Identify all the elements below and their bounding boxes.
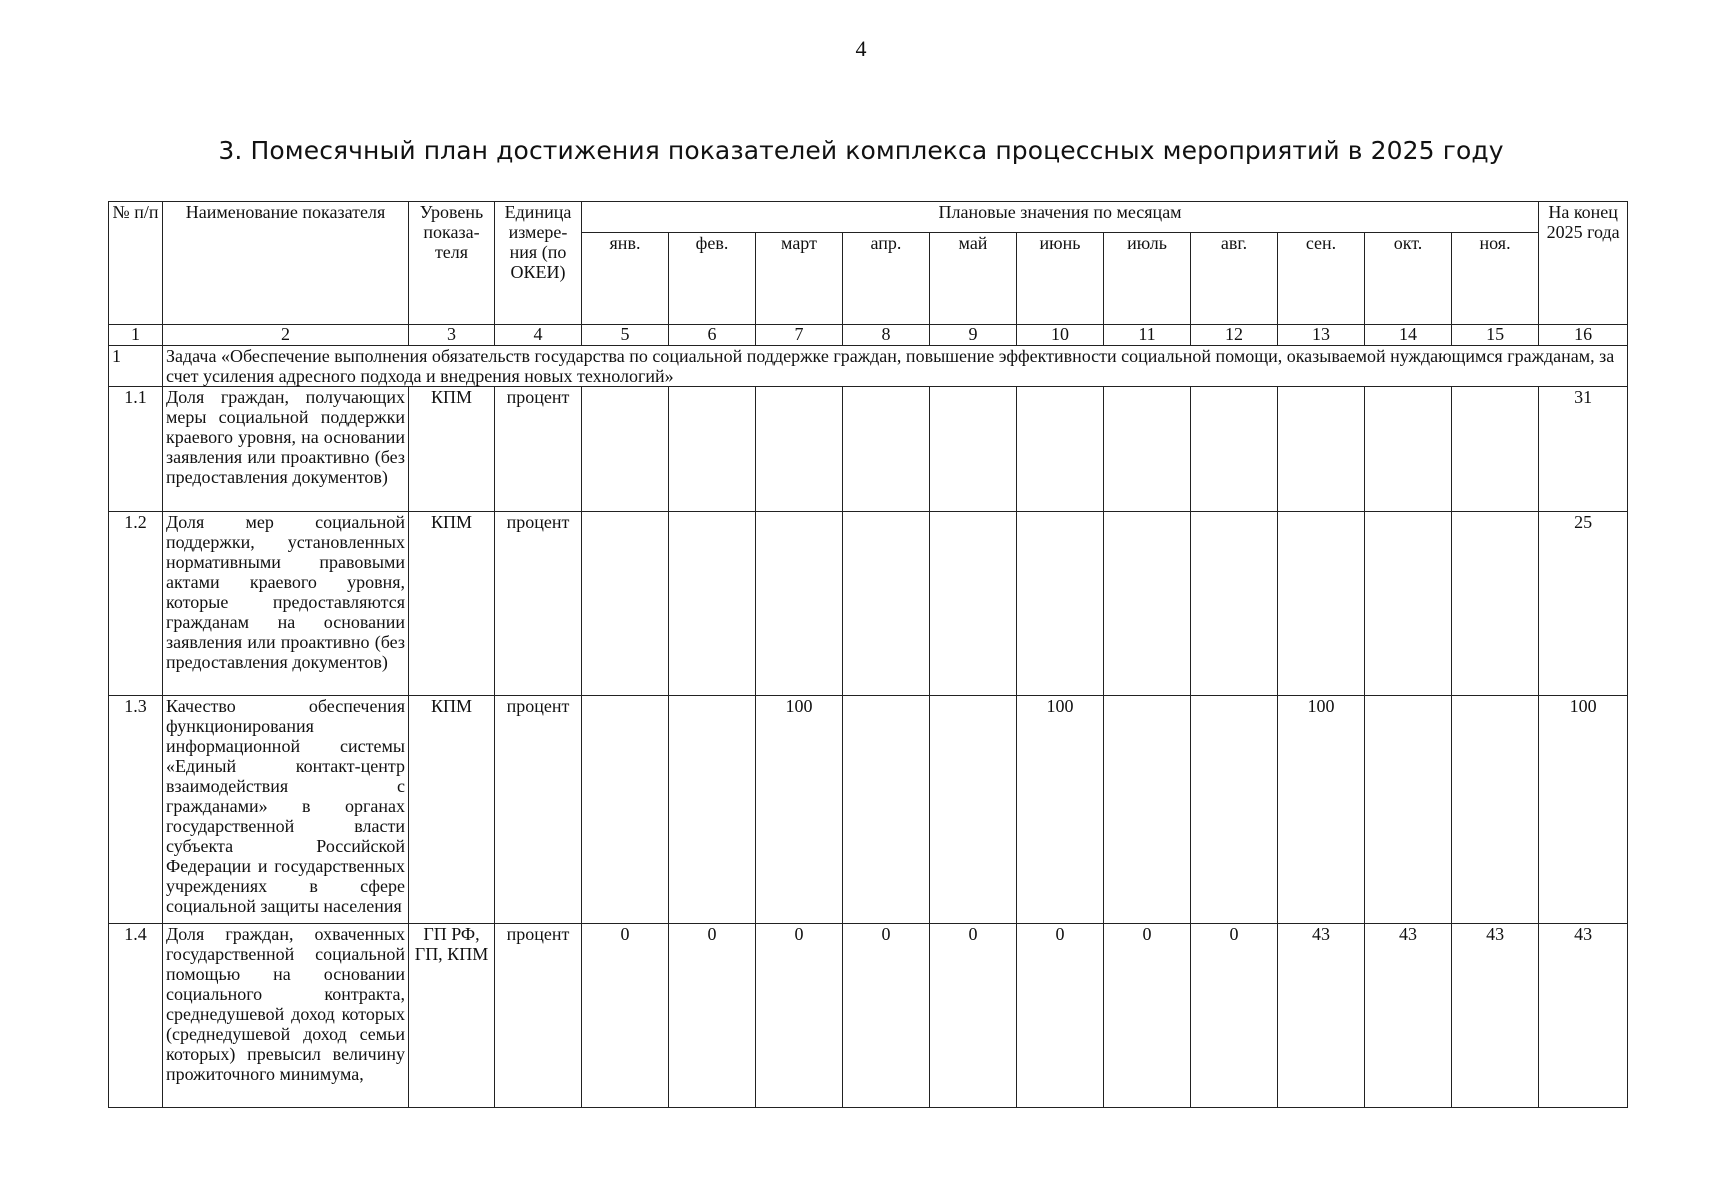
month-value bbox=[1452, 387, 1539, 512]
indicator-unit: процент bbox=[495, 512, 582, 696]
month-value: 0 bbox=[582, 924, 669, 1108]
month-value bbox=[582, 512, 669, 696]
month-value bbox=[1017, 512, 1104, 696]
header-month: авг. bbox=[1191, 233, 1278, 325]
row-number: 1.4 bbox=[109, 924, 163, 1108]
header-row-1 bbox=[109, 202, 1628, 233]
month-value bbox=[1191, 387, 1278, 512]
indicator-row bbox=[109, 512, 1628, 696]
month-value bbox=[930, 387, 1017, 512]
indicator-name: Качество обеспечения функционирования информационной системы «Единый контакт-центр взаимодействия с гражданами» в органах государственной власти субъекта Российской Федерации и государственных учреждениях в сфере социальной защиты населения bbox=[163, 696, 409, 924]
month-value bbox=[843, 512, 930, 696]
column-number: 3 bbox=[409, 325, 495, 346]
task-number: 1 bbox=[109, 346, 163, 387]
column-number: 10 bbox=[1017, 325, 1104, 346]
month-value bbox=[1278, 512, 1365, 696]
indicator-row bbox=[109, 387, 1628, 512]
month-value bbox=[669, 696, 756, 924]
month-value bbox=[1278, 387, 1365, 512]
month-value: 0 bbox=[843, 924, 930, 1108]
column-number: 7 bbox=[756, 325, 843, 346]
header-month: апр. bbox=[843, 233, 930, 325]
month-value: 0 bbox=[1104, 924, 1191, 1108]
page-number: 4 bbox=[855, 36, 867, 61]
column-number: 15 bbox=[1452, 325, 1539, 346]
end-of-year-value: 25 bbox=[1539, 512, 1628, 696]
month-value bbox=[843, 696, 930, 924]
month-value bbox=[1365, 696, 1452, 924]
month-value bbox=[1191, 512, 1278, 696]
indicator-name: Доля граждан, охваченных государственной социальной помощью на основании социального контракта, среднедушевой доход которых (среднедушевой доход семьи которых) превысил величину прожиточного минимума, bbox=[163, 924, 409, 1108]
column-number: 11 bbox=[1104, 325, 1191, 346]
month-value bbox=[1104, 512, 1191, 696]
indicator-unit: процент bbox=[495, 696, 582, 924]
column-number: 16 bbox=[1539, 325, 1628, 346]
month-value: 100 bbox=[1278, 696, 1365, 924]
month-value bbox=[756, 387, 843, 512]
month-value: 0 bbox=[669, 924, 756, 1108]
indicator-name: Доля мер социальной поддержки, установленных нормативными правовыми актами краевого уровня, которые предоставляются гражданам на основании заявления или проактивно (без предоставления документов) bbox=[163, 512, 409, 696]
month-value: 43 bbox=[1452, 924, 1539, 1108]
row-number: 1.3 bbox=[109, 696, 163, 924]
month-value bbox=[1365, 512, 1452, 696]
column-number: 14 bbox=[1365, 325, 1452, 346]
indicator-level: ГП РФ, ГП, КПМ bbox=[409, 924, 495, 1108]
month-value bbox=[843, 387, 930, 512]
column-number: 4 bbox=[495, 325, 582, 346]
month-value bbox=[582, 387, 669, 512]
month-value: 100 bbox=[756, 696, 843, 924]
month-value: 0 bbox=[930, 924, 1017, 1108]
month-value bbox=[1452, 512, 1539, 696]
task-text: Задача «Обеспечение выполнения обязательств государства по социальной поддержке граждан, повышение эффективности социальной помощи, оказываемой нуждающимся гражданам, за счет усиления адресного подхода и внедрения новых технологий» bbox=[163, 346, 1628, 387]
end-of-year-value: 100 bbox=[1539, 696, 1628, 924]
column-number: 6 bbox=[669, 325, 756, 346]
month-value bbox=[582, 696, 669, 924]
header-month: ноя. bbox=[1452, 233, 1539, 325]
header-month: март bbox=[756, 233, 843, 325]
end-of-year-value: 43 bbox=[1539, 924, 1628, 1108]
indicator-level: КПМ bbox=[409, 387, 495, 512]
column-number-row bbox=[109, 325, 1628, 346]
month-value bbox=[1452, 696, 1539, 924]
month-value: 0 bbox=[756, 924, 843, 1108]
header-month: окт. bbox=[1365, 233, 1452, 325]
month-value: 43 bbox=[1365, 924, 1452, 1108]
indicator-level: КПМ bbox=[409, 696, 495, 924]
column-number: 5 bbox=[582, 325, 669, 346]
indicator-unit: процент bbox=[495, 924, 582, 1108]
header-num: № п/п bbox=[109, 202, 163, 325]
column-number: 9 bbox=[930, 325, 1017, 346]
month-value bbox=[756, 512, 843, 696]
row-number: 1.1 bbox=[109, 387, 163, 512]
indicator-row bbox=[109, 924, 1628, 1108]
month-value bbox=[1104, 387, 1191, 512]
month-value: 43 bbox=[1278, 924, 1365, 1108]
header-month: май bbox=[930, 233, 1017, 325]
header-end-of-year: На конец 2025 года bbox=[1539, 202, 1628, 325]
month-value bbox=[930, 512, 1017, 696]
header-month: фев. bbox=[669, 233, 756, 325]
header-month: июнь bbox=[1017, 233, 1104, 325]
column-number: 1 bbox=[109, 325, 163, 346]
header-unit: Единица измере-ния (по ОКЕИ) bbox=[495, 202, 582, 325]
column-number: 13 bbox=[1278, 325, 1365, 346]
header-month: июль bbox=[1104, 233, 1191, 325]
header-name: Наименование показателя bbox=[163, 202, 409, 325]
monthly-plan-table bbox=[108, 201, 1628, 1108]
month-value bbox=[1017, 387, 1104, 512]
indicator-unit: процент bbox=[495, 387, 582, 512]
row-number: 1.2 bbox=[109, 512, 163, 696]
month-value bbox=[1191, 696, 1278, 924]
end-of-year-value: 31 bbox=[1539, 387, 1628, 512]
month-value bbox=[669, 387, 756, 512]
month-value bbox=[930, 696, 1017, 924]
indicator-row bbox=[109, 696, 1628, 924]
header-month: янв. bbox=[582, 233, 669, 325]
header-month: сен. bbox=[1278, 233, 1365, 325]
section-title: 3. Помесячный план достижения показателей комплекса процессных мероприятий в 2025 году bbox=[218, 136, 1504, 165]
month-value bbox=[1104, 696, 1191, 924]
column-number: 2 bbox=[163, 325, 409, 346]
month-value: 100 bbox=[1017, 696, 1104, 924]
month-value bbox=[669, 512, 756, 696]
month-value: 0 bbox=[1017, 924, 1104, 1108]
column-number: 12 bbox=[1191, 325, 1278, 346]
month-value bbox=[1365, 387, 1452, 512]
column-number: 8 bbox=[843, 325, 930, 346]
task-row bbox=[109, 346, 1628, 387]
indicator-level: КПМ bbox=[409, 512, 495, 696]
month-value: 0 bbox=[1191, 924, 1278, 1108]
indicator-name: Доля граждан, получающих меры социальной поддержки краевого уровня, на основании заявления или проактивно (без предоставления документов) bbox=[163, 387, 409, 512]
header-plan-group: Плановые значения по месяцам bbox=[582, 202, 1539, 233]
header-level: Уровень показа-теля bbox=[409, 202, 495, 325]
